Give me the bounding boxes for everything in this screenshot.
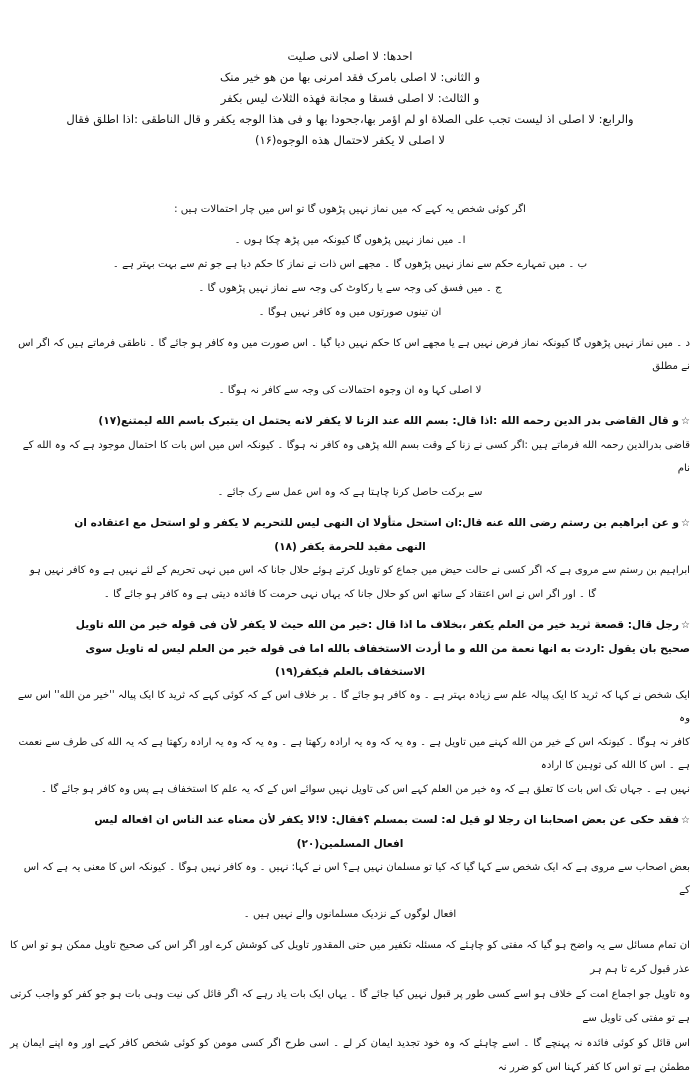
explanation-17-line-1: قاضی بدرالدین رحمہ الله فرماتے ہیں :اگر کسی نے زنا کے وقت بسم الله پڑھی وہ کافر نہ ہوگا ۔ کیونکہ اس میں اس بات کا احتمال موجود ہے کہ وہ الله کے نام (22, 440, 690, 474)
arabic-quote-17 (10, 410, 690, 433)
spacer (10, 325, 690, 332)
conclusion-line-3: اس قائل کو کوئی فائدہ نہ پہنچے گا ۔ اسے چاہئے کہ وہ خود تجدید ایمان کر لے ۔ اسی طرح اگر کسی مومن کو کوئی شخص کافر کہے اور وہ اپنے ایمان پر مطمئن ہے تو اس کا کفر کہنا اس کو ضرر نہ (10, 1038, 690, 1073)
arabic-quote-18-tail: النهی مفید للحرمة یکفر (۱۸) (274, 541, 426, 553)
arabic-quote-20-text: فقد حکی عن بعض اصحابنا ان رجلا لو قیل له: لست بمسلم ؟فقال: لا!لا یکفر لأن معناه عند الناس ان افعاله لیس (94, 814, 680, 826)
arabic-quote-19-text: رجل قال: قصعة ثرید خیر من العلم یکفر ،بخلاف ما اذا قال :خیر من الله حیث لا یکفر لأن فی قوله خیر من الله تاویل (75, 619, 680, 631)
star-bullet-icon: ☆ (681, 620, 690, 631)
spacer (10, 222, 690, 229)
explanation-19-line-3: نہیں ہے ۔ جہاں تک اس بات کا تعلق ہے کہ وہ خیر من العلم کہے اس کی تاویل نہیں سوائے اس کے کہ یہ علم کا استخفاف ہے پس وہ کافر ہو جائے گا ۔ (41, 784, 690, 795)
arabic-quote-17-text: و قال القاضی بدر الدین رحمه الله :اذا قال: بسم الله عند الزنا لا یکفر لانه یحتمل ان یتبرک باسم الله لیمتنع(۱۷) (98, 415, 680, 427)
arabic-quote-20-tail: افعال المسلمین(۲۰) (296, 838, 404, 850)
arabic-line-4: والرابع: لا اصلی اذ لیست تجب علی الصلاة او لم اؤمر بها،جحودا بها و فی هذا الوجه یکفر و قال الناطقی :اذا اطلق فقال (66, 112, 634, 126)
spacer (10, 403, 690, 410)
arabic-quote-19-tail: الاستخفاف بالعلم فیکفر(۱۹) (275, 666, 425, 678)
list-item-be: ب ۔ میں تمہارے حکم سے نماز نہیں پڑھوں گا ۔ مجھے اس ذات نے نماز کا حکم دیا ہے جو تم سے بہت بہتر ہے ۔ (112, 259, 588, 270)
explanation-20-line-2: افعال لوگوں کے نزدیک مسلمانوں والے نہیں ہیں ۔ (243, 909, 457, 920)
explanation-18-line-1: ابراہیم بن رستم سے مروی ہے کہ اگر کسی نے حالت حیض میں جماع کو تاویل کرتے ہوئے حلال جانا کہ اس میں نہی تحریم کے لئے نہیں ہے وہ کافر نہیں ہو (29, 565, 690, 576)
explanation-20-line-1: بعض اصحاب سے مروی ہے کہ ایک شخص سے کہا گیا کہ کیا تو مسلمان نہیں ہے؟ اس نے کہا: نہیں ۔ وہ کافر نہیں ہوگا ۔ کیونکہ اس کا معنی یہ ہے کہ اس کے (23, 862, 690, 896)
spacer (10, 607, 690, 614)
spacer (10, 505, 690, 512)
conclusion-line-1: ان تمام مسائل سے یہ واضح ہو گیا کہ مفتی کو چاہئے کہ مسئلہ تکفیر میں حتی المقدور تاویل کی کوشش کرے اور اگر اس کی صحیح تاویل ممکن ہو تو اس کا عذر قبول کرے تا ہم ہر (10, 940, 690, 975)
star-bullet-icon: ☆ (681, 416, 690, 427)
arabic-quote-18-text: و عن ابراهیم بن رستم رضی الله عنه قال:ان استحل متأولا ان النهی لیس للتحریم لا یکفر و لو استحل مع اعتقاده ان (74, 517, 680, 529)
spacer (10, 802, 690, 809)
spacer (10, 927, 690, 934)
arabic-heading-block (18, 46, 682, 151)
list-item-jeem: ج ۔ میں فسق کی وجہ سے یا رکاوٹ کی وجہ سے نماز نہیں پڑھوں گا ۔ (198, 283, 502, 294)
list-item-dal-line-2: لا اصلی کہا وہ ان وجوہ احتمالات کی وجہ سے کافر نہ ہوگا ۔ (218, 385, 482, 396)
body-content (10, 198, 690, 1081)
arabic-line-5: لا اصلی لا یکفر لاحتمال هذه الوجوه(۱۶) (255, 133, 445, 147)
arabic-line-3: و الثالث: لا اصلی فسقا و مجانة فهذه الثلاث لیس بکفر (220, 91, 480, 105)
list-item-note: ان تینوں صورتوں میں وہ کافر نہیں ہوگا ۔ (258, 307, 442, 318)
arabic-quote-18 (10, 512, 690, 535)
arabic-line-2: و الثانی: لا اصلی بامرک فقد امرنی بها من هو خیر منک (219, 70, 481, 84)
conclusion-line-2: وہ تاویل جو اجماع امت کے خلاف ہو اسے کسی طور پر قبول نہیں کیا جائے گا ۔ یہاں ایک بات یاد رہے کہ اگر قائل کی نیت وہی بات ہو جو کفر کو واجب کرتی ہے تو مفتی کی تاویل سے (10, 989, 690, 1024)
list-item-alif: ا۔ میں نماز نہیں پڑھوں گا کیونکہ میں پڑھ چکا ہوں ۔ (234, 235, 466, 246)
arabic-line-1: احدها: لا اصلی لانی صلیت (287, 49, 413, 63)
arabic-quote-20 (10, 809, 690, 832)
intro-paragraph: اگر کوئی شخص یہ کہے کہ میں نماز نہیں پڑھوں گا تو اس میں چار احتمالات ہیں : (174, 204, 526, 215)
list-item-dal-line-1: د ۔ میں نماز نہیں پڑھوں گا کیونکہ نماز فرض نہیں ہے یا مجھے اس کا حکم نہیں دیا گیا ۔ اس صورت میں وہ کافر ہو جائے گا ۔ ناطقی فرماتے ہیں کہ اگر اس نے مطلق (18, 338, 690, 372)
arabic-quote-19-line-2: صحیح بان یقول :اردت به انها نعمة من الله و ما أردت الاستخفاف بالله اما فی قوله خیر من العلم لیس له تاویل سوی (85, 643, 690, 655)
star-bullet-icon: ☆ (681, 518, 690, 529)
explanation-19-line-2: کافر نہ ہوگا ۔ کیونکہ اس کے خیر من الله کہنے میں تاویل ہے ۔ وہ یہ کہ وہ یہ ارادہ رکھتا ہے ۔ وہ یہ کہ وہ یہ ارادہ رکھتا ہے کہ یہ الله کی طرف سے نعمت ہے ۔ اس کا الله کی توہین کا ارادہ (18, 737, 690, 771)
explanation-18-line-2: گا ۔ اور اگر اس نے اس اعتقاد کے ساتھ اس کو حلال جانا کہ یہاں نہی حرمت کا فائدہ دیتی ہے وہ کافر ہو جائے گا ۔ (103, 589, 597, 600)
star-bullet-icon: ☆ (681, 815, 690, 826)
explanation-17-line-2: سے برکت حاصل کرنا چاہتا ہے کہ وہ اس عمل سے رک جائے ۔ (217, 487, 483, 498)
arabic-quote-19 (10, 614, 690, 637)
explanation-19-line-1: ایک شخص نے کہا کہ ثرید کا ایک پیالہ علم سے زیادہ بہتر ہے ۔ وہ کافر ہو جائے گا ۔ بر خلاف اس کے کہ کوئی کہے کہ ثرید کا ایک پیالہ ''خیر من الله'' اس سے وہ (17, 690, 690, 724)
